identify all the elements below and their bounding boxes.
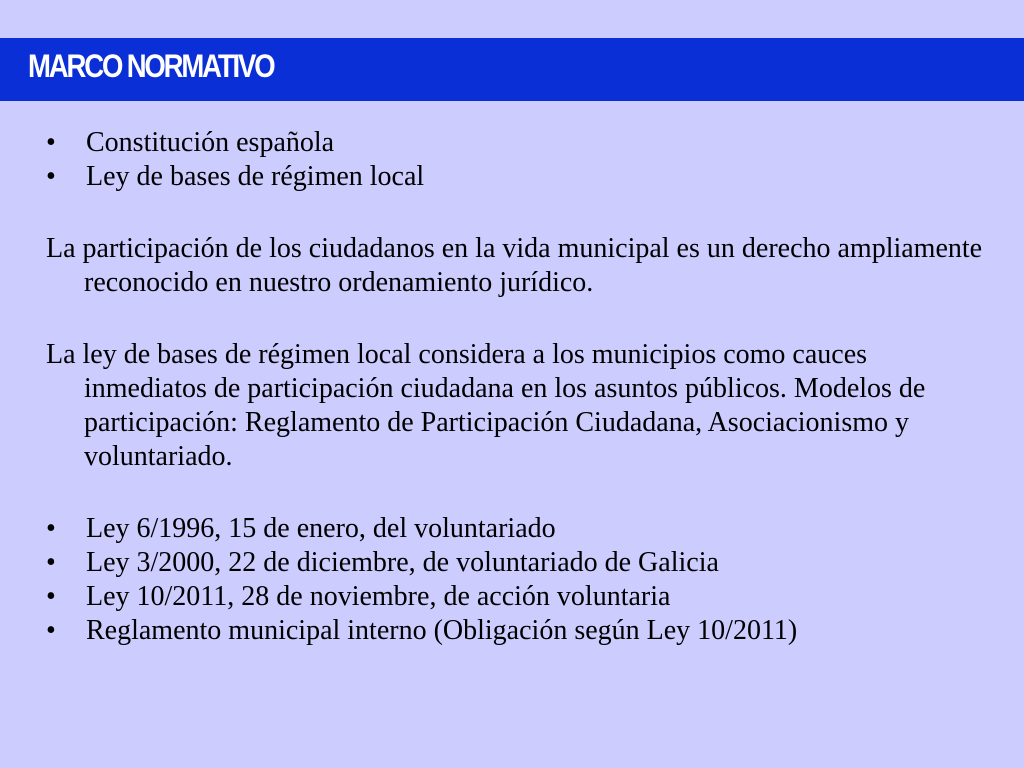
spacer [46,300,996,338]
list-item-text: Ley 3/2000, 22 de diciembre, de voluntariado de Galicia [86,547,719,578]
participation-paragraph: La participación de los ciudadanos en la vida municipal es un derecho ampliamente reconocido en nuestro ordenamiento jurídico. [46,233,983,298]
list-item-text: Ley 10/2011, 28 de noviembre, de acción voluntaria [86,581,671,612]
list-item-text: Ley 6/1996, 15 de enero, del voluntariado [86,513,556,544]
bullet-icon: • [46,161,56,192]
bullet-icon: • [46,513,56,544]
slide-content [46,126,996,648]
bullet-icon: • [46,581,56,612]
slide-title: MARCO NORMATIVO [28,48,274,84]
legal-framework-list [46,126,996,194]
volunteering-laws-list [46,512,996,648]
list-item [46,512,996,546]
bullet-icon: • [46,615,56,646]
list-item [46,126,996,160]
bullet-icon: • [46,127,56,158]
list-item [46,546,996,580]
spacer [46,194,996,232]
list-item [46,580,996,614]
spacer [46,474,996,512]
list-item-text: Ley de bases de régimen local [86,161,425,192]
local-law-paragraph: La ley de bases de régimen local considera a los municipios como cauces inmediatos de participación ciudadana en los asuntos públicos. Modelos de participación: Reglamento de Participación Ciudadana, Asociacionismo y voluntariado. [46,339,926,472]
bullet-icon: • [46,547,56,578]
list-item [46,160,996,194]
list-item [46,614,996,648]
list-item-text: Reglamento municipal interno (Obligación según Ley 10/2011) [86,615,798,646]
list-item-text: Constitución española [86,127,335,158]
